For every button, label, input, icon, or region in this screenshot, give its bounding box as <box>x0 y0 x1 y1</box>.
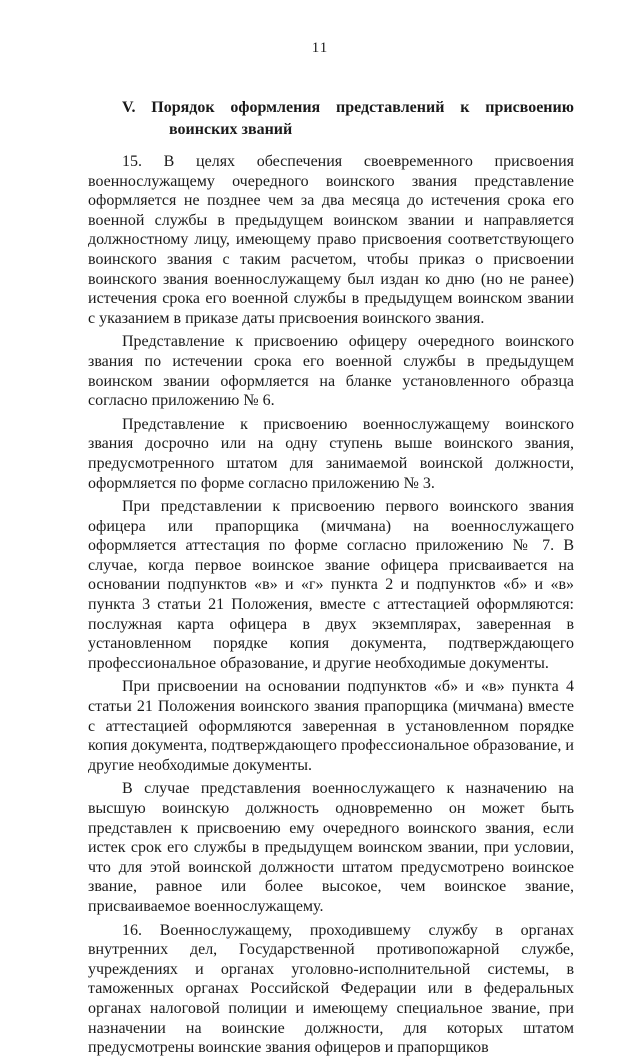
paragraph: В случае представления военнослужащего к назначению на высшую воинскую должность одновременно он может быть представлен к присвоению ему очередного воинского звания, если истек срок его службы в предыдущем воинском звании, при условии, что для этой воинской должности штатом предусмотрено воинское звание, равное или более высокое, чем воинское звание, присваиваемое военнослужащему. <box>88 780 574 915</box>
paragraph: При представлении к присвоению первого воинского звания офицера или прапорщика (мичмана) на военнослужащего оформляется аттестация по форме согласно приложению № 7. В случае, когда первое воинское звание офицера присваивается на основании подпунктов «в» и «г» пункта 2 и подпунктов «б» и «в» пункта 3 статьи 21 Положения, вместе с аттестацией оформляются: послужная карта офицера в двух экземплярах, заверенная в установленном порядке копия документа, подтверждающего профессиональное образование, и другие необходимые документы. <box>88 498 574 672</box>
section-heading-line-1 <box>122 97 574 119</box>
page-number: 11 <box>311 40 329 56</box>
paragraph: При присвоении на основании подпунктов «б» и «в» пункта 4 статьи 21 Положения воинского звания прапорщика (мичмана) вместе с аттестацией оформляются заверенная в установленном порядке копия документа, подтверждающего профессиональное образование, и другие необходимые документы. <box>88 678 574 774</box>
section-heading-line-2: воинских званий <box>169 121 293 138</box>
heading-word: Порядок <box>151 99 215 116</box>
heading-word: присвоению <box>485 99 574 116</box>
heading-word: оформления <box>230 99 321 116</box>
paragraph-15: 15. В целях обеспечения своевременного присвоения военнослужащему очередного воинского звания представление оформляется не позднее чем за два месяца до истечения срока его военной службы в предыдущем воинском звании и направляется должностному лицу, имеющему право присвоения соответствующего воинского звания с таким расчетом, чтобы приказ о присвоении воинского звания военнослужащему был издан ко дню (но не ранее) истечения срока его военной службы в предыдущем воинском звании с указанием в приказе даты присвоения воинского звания. <box>88 153 574 327</box>
heading-word: к <box>460 99 470 116</box>
section-numeral: V. <box>122 99 136 116</box>
paragraph: Представление к присвоению военнослужащему воинского звания досрочно или на одну ступень выше воинского звания, предусмотренного штатом для занимаемой воинской должности, оформляется по форме согласно приложению № 3. <box>88 415 574 492</box>
heading-word: представлений <box>336 99 445 116</box>
section-heading <box>122 97 574 141</box>
paragraph-16: 16. Военнослужащему, проходившему службу в органах внутренних дел, Государственной противопожарной службе, учреждениях и органах уголовно-исполнительной системы, в таможенных органах Российской Федерации или в федеральных органах налоговой полиции и имеющему специальное звание, при назначении на воинские должности, для которых штатом предусмотрены воинские звания офицеров и прапорщиков <box>88 921 574 1057</box>
body-text <box>88 152 574 1062</box>
paragraph: Представление к присвоению офицеру очередного воинского звания по истечении срока его военной службы в предыдущем воинском звании оформляется на бланке установленного образца согласно приложению № 6. <box>88 333 574 410</box>
